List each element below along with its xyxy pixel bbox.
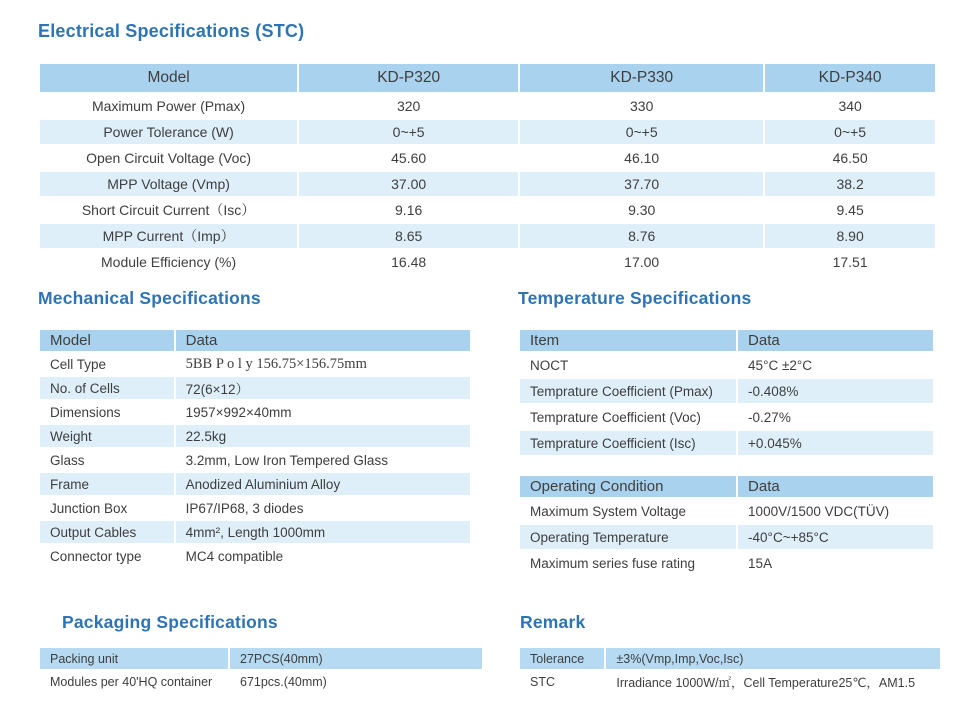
row-value: +0.045% bbox=[738, 431, 933, 455]
row-value: MC4 compatible bbox=[176, 545, 470, 567]
table-row bbox=[40, 146, 935, 170]
row-value: 3.2mm, Low Iron Tempered Glass bbox=[176, 449, 470, 471]
mechanical-col-model: Model bbox=[40, 330, 174, 351]
row-value: 5BB P o l y 156.75×156.75mm bbox=[176, 353, 470, 375]
table-row bbox=[40, 497, 470, 519]
row-value: 22.5kg bbox=[176, 425, 470, 447]
table-row bbox=[520, 499, 933, 523]
electrical-col-kdp320: KD-P320 bbox=[299, 64, 518, 92]
row-value: 9.45 bbox=[765, 198, 935, 222]
remark-table bbox=[518, 646, 942, 694]
row-value: 27PCS(40mm) bbox=[230, 648, 482, 669]
table-row bbox=[40, 172, 935, 196]
row-label: Temprature Coefficient (Isc) bbox=[520, 431, 736, 455]
row-label: Connector type bbox=[40, 545, 174, 567]
row-value: 0~+5 bbox=[299, 120, 518, 144]
electrical-col-kdp330: KD-P330 bbox=[520, 64, 763, 92]
row-value: 8.65 bbox=[299, 224, 518, 248]
row-value: Anodized Aluminium Alloy bbox=[176, 473, 470, 495]
row-value: 0~+5 bbox=[520, 120, 763, 144]
table-row bbox=[40, 94, 935, 118]
row-label: Maximum System Voltage bbox=[520, 499, 736, 523]
row-value: 8.90 bbox=[765, 224, 935, 248]
row-label: MPP Current（Imp） bbox=[40, 224, 297, 248]
temperature-section-title: Temperature Specifications bbox=[518, 288, 752, 308]
operating-col-condition: Operating Condition bbox=[520, 476, 736, 497]
row-label: Junction Box bbox=[40, 497, 174, 519]
table-row bbox=[520, 525, 933, 549]
row-label: MPP Voltage (Vmp) bbox=[40, 172, 297, 196]
table-row bbox=[520, 405, 933, 429]
temperature-header-row bbox=[520, 330, 933, 351]
row-value: 15A bbox=[738, 551, 933, 575]
row-value: 45.60 bbox=[299, 146, 518, 170]
row-value: 1000V/1500 VDC(TÜV) bbox=[738, 499, 933, 523]
table-row bbox=[40, 473, 470, 495]
row-value: 671pcs.(40mm) bbox=[230, 671, 482, 692]
table-row bbox=[40, 425, 470, 447]
row-value: 17.51 bbox=[765, 250, 935, 274]
row-value: 46.10 bbox=[520, 146, 763, 170]
row-value: 72(6×12） bbox=[176, 377, 470, 399]
table-row bbox=[40, 648, 482, 669]
row-value: 37.70 bbox=[520, 172, 763, 196]
row-label: Open Circuit Voltage (Voc) bbox=[40, 146, 297, 170]
table-row bbox=[40, 250, 935, 274]
row-label: Weight bbox=[40, 425, 174, 447]
row-value: 340 bbox=[765, 94, 935, 118]
table-row bbox=[40, 353, 470, 375]
table-row bbox=[520, 551, 933, 575]
table-row bbox=[40, 120, 935, 144]
table-row bbox=[40, 401, 470, 423]
row-label: Operating Temperature bbox=[520, 525, 736, 549]
table-row bbox=[40, 521, 470, 543]
operating-col-data: Data bbox=[738, 476, 933, 497]
electrical-col-kdp340: KD-P340 bbox=[765, 64, 935, 92]
row-label: Frame bbox=[40, 473, 174, 495]
row-value: 330 bbox=[520, 94, 763, 118]
row-value: 38.2 bbox=[765, 172, 935, 196]
row-value: 45°C ±2°C bbox=[738, 353, 933, 377]
row-value: 4mm², Length 1000mm bbox=[176, 521, 470, 543]
remark-section-title: Remark bbox=[520, 612, 586, 632]
row-value: 17.00 bbox=[520, 250, 763, 274]
table-row bbox=[520, 671, 940, 692]
table-row bbox=[40, 449, 470, 471]
mechanical-section-title: Mechanical Specifications bbox=[38, 288, 261, 308]
row-label: Maximum Power (Pmax) bbox=[40, 94, 297, 118]
electrical-section-title: Electrical Specifications (STC) bbox=[38, 21, 305, 41]
row-label: Modules per 40'HQ container bbox=[40, 671, 228, 692]
row-value: -0.408% bbox=[738, 379, 933, 403]
operating-header-row bbox=[520, 476, 933, 497]
row-label: Cell Type bbox=[40, 353, 174, 375]
row-value: 8.76 bbox=[520, 224, 763, 248]
row-value: 1957×992×40mm bbox=[176, 401, 470, 423]
row-label: Maximum series fuse rating bbox=[520, 551, 736, 575]
packaging-section-title: Packaging Specifications bbox=[62, 612, 278, 632]
electrical-col-model: Model bbox=[40, 64, 297, 92]
row-value: ±3%(Vmp,Imp,Voc,Isc) bbox=[606, 648, 940, 669]
row-label: Temprature Coefficient (Pmax) bbox=[520, 379, 736, 403]
row-value: 0~+5 bbox=[765, 120, 935, 144]
temperature-col-data: Data bbox=[738, 330, 933, 351]
row-value: 16.48 bbox=[299, 250, 518, 274]
row-label: Tolerance bbox=[520, 648, 604, 669]
row-value: 9.16 bbox=[299, 198, 518, 222]
mechanical-header-row bbox=[40, 330, 470, 351]
row-value: 37.00 bbox=[299, 172, 518, 196]
row-label: Output Cables bbox=[40, 521, 174, 543]
table-row bbox=[40, 545, 470, 567]
row-label: Glass bbox=[40, 449, 174, 471]
table-row bbox=[520, 379, 933, 403]
row-value: Irradiance 1000W/㎡，Cell Temperature25℃，AM1.5 bbox=[606, 671, 940, 692]
temperature-col-item: Item bbox=[520, 330, 736, 351]
table-row bbox=[40, 224, 935, 248]
temperature-spec-table bbox=[518, 328, 935, 457]
electrical-spec-table bbox=[38, 62, 937, 276]
electrical-header-row bbox=[40, 64, 935, 92]
row-label: Module Efficiency (%) bbox=[40, 250, 297, 274]
table-row bbox=[520, 648, 940, 669]
table-row bbox=[40, 377, 470, 399]
table-row bbox=[40, 671, 482, 692]
row-label: STC bbox=[520, 671, 604, 692]
row-value: IP67/IP68, 3 diodes bbox=[176, 497, 470, 519]
row-label: Dimensions bbox=[40, 401, 174, 423]
row-label: No. of Cells bbox=[40, 377, 174, 399]
row-label: NOCT bbox=[520, 353, 736, 377]
row-value: -40°C~+85°C bbox=[738, 525, 933, 549]
row-label: Power Tolerance (W) bbox=[40, 120, 297, 144]
row-value: 9.30 bbox=[520, 198, 763, 222]
operating-condition-table bbox=[518, 474, 935, 577]
mechanical-spec-table bbox=[38, 328, 472, 569]
table-row bbox=[520, 353, 933, 377]
packaging-spec-table bbox=[38, 646, 484, 694]
table-row bbox=[520, 431, 933, 455]
row-value: 320 bbox=[299, 94, 518, 118]
row-value: 46.50 bbox=[765, 146, 935, 170]
row-label: Packing unit bbox=[40, 648, 228, 669]
table-row bbox=[40, 198, 935, 222]
row-label: Short Circuit Current（Isc） bbox=[40, 198, 297, 222]
mechanical-col-data: Data bbox=[176, 330, 470, 351]
row-label: Temprature Coefficient (Voc) bbox=[520, 405, 736, 429]
row-value: -0.27% bbox=[738, 405, 933, 429]
